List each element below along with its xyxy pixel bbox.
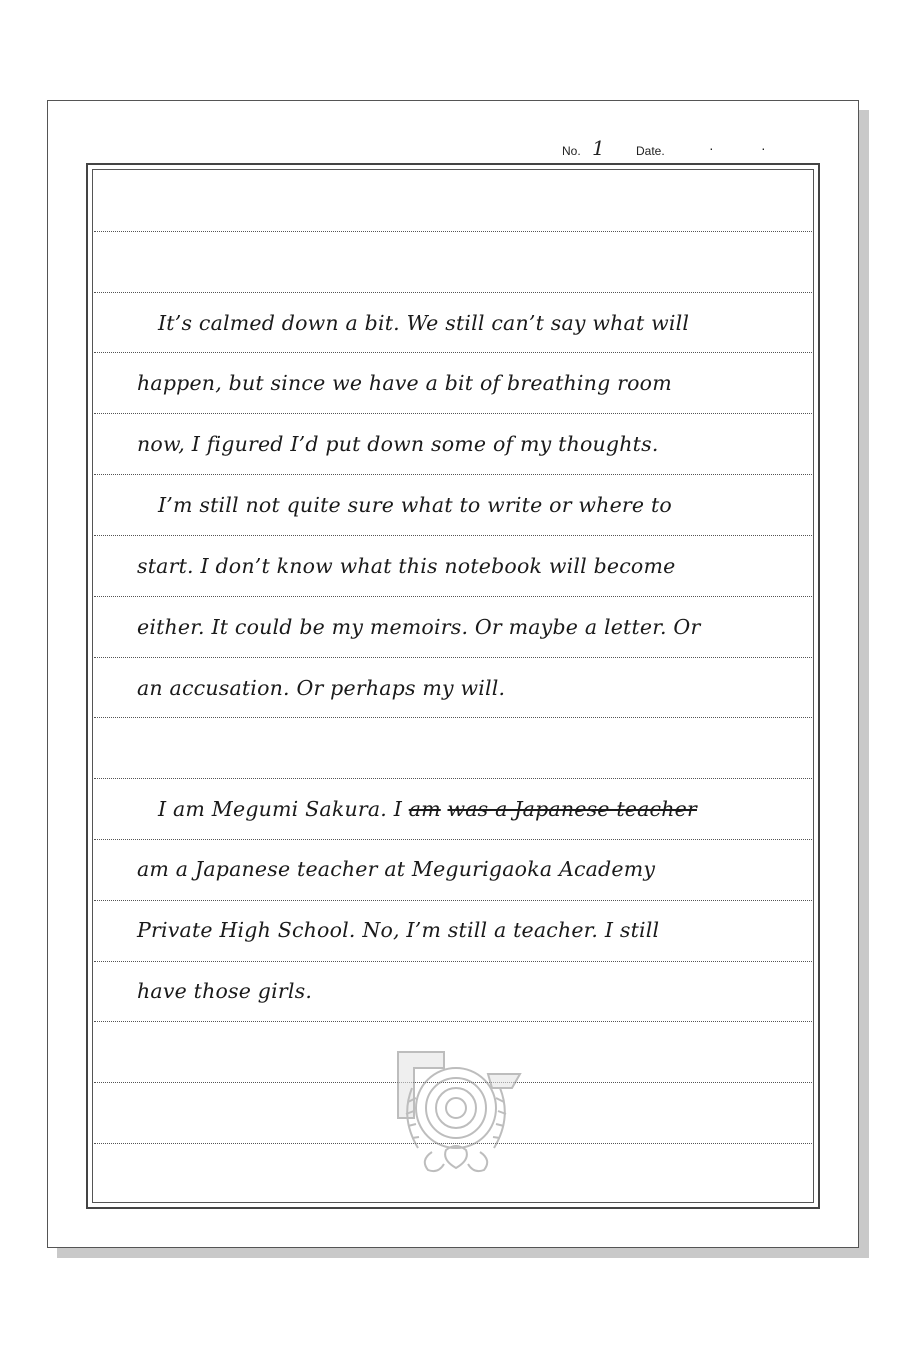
struck-word: am <box>408 797 441 821</box>
page-header <box>0 136 900 162</box>
rule-line <box>94 961 812 962</box>
rule-line <box>94 231 812 232</box>
date-label: Date. <box>636 144 665 158</box>
text-line: now, I figured I’d put down some of my thoughts. <box>137 432 659 456</box>
page-number-label: No. <box>562 144 581 158</box>
text-line: happen, but since we have a bit of breathing room <box>137 371 672 395</box>
rule-line <box>94 292 812 293</box>
text-line: I am Megumi Sakura. I am was a Japanese teacher <box>158 797 697 821</box>
text-line: Private High School. No, I’m still a teacher. I still <box>137 918 660 942</box>
text-line: have those girls. <box>137 979 313 1003</box>
rule-line <box>94 1021 812 1022</box>
rule-line <box>94 352 812 353</box>
text-line: start. I don’t know what this notebook will become <box>137 554 676 578</box>
text-line: I’m still not quite sure what to write or where to <box>158 493 672 517</box>
text-line: an accusation. Or perhaps my will. <box>137 676 506 700</box>
struck-phrase: was a Japanese teacher <box>447 797 697 821</box>
rule-line <box>94 596 812 597</box>
text-line: It’s calmed down a bit. We still can’t say what will <box>158 311 690 335</box>
rule-line <box>94 413 812 414</box>
rule-line <box>94 839 812 840</box>
date-separator-1: · <box>709 140 714 156</box>
rule-line <box>94 535 812 536</box>
rule-line <box>94 474 812 475</box>
text-line: either. It could be my memoirs. Or maybe a letter. Or <box>137 615 701 639</box>
date-separator-2: · <box>761 140 766 156</box>
page-number-value: 1 <box>592 136 605 160</box>
rule-line <box>94 717 812 718</box>
rule-line <box>94 778 812 779</box>
text-line: am a Japanese teacher at Megurigaoka Academy <box>137 857 656 881</box>
rule-line <box>94 657 812 658</box>
rule-line <box>94 900 812 901</box>
school-crest-icon <box>384 1048 524 1173</box>
